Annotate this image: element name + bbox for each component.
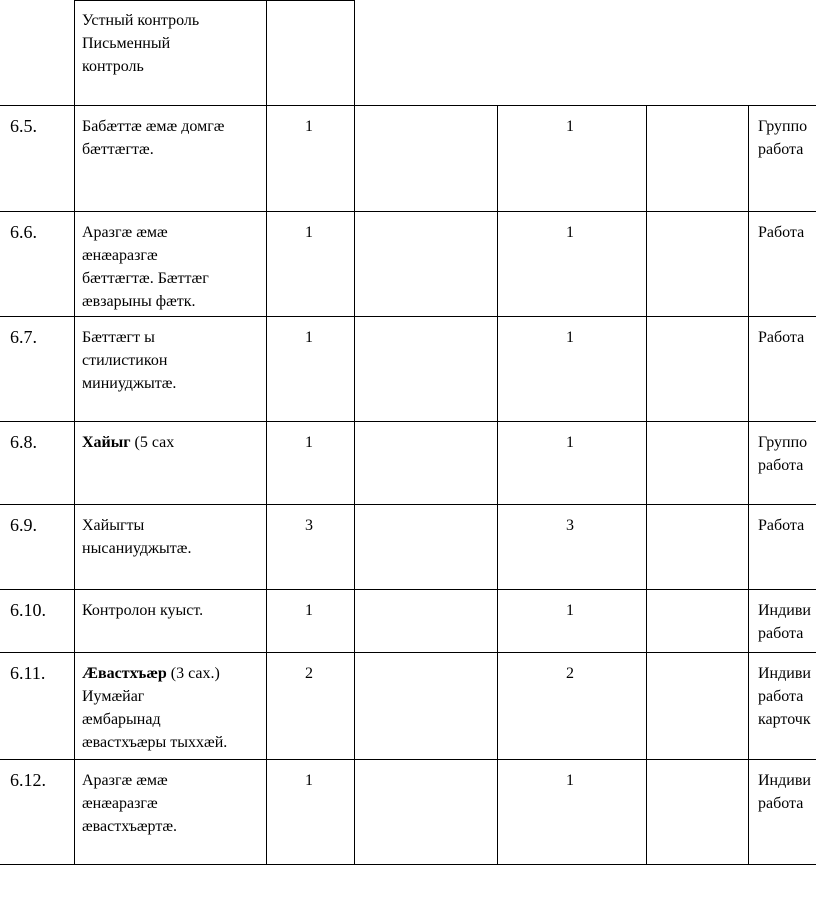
row-topic xyxy=(82,326,262,395)
hours-cell: 1 xyxy=(566,118,574,135)
row-number: 6.6. xyxy=(10,222,37,242)
form-line: Индиви xyxy=(758,665,811,682)
topic-line xyxy=(82,431,262,454)
form-line: Работа xyxy=(758,329,805,346)
topic-rest: (5 сах xyxy=(130,434,175,451)
form-line: работа xyxy=(758,141,804,158)
header-left-border xyxy=(74,0,75,106)
col-border xyxy=(354,105,355,865)
form-line: Работа xyxy=(758,517,805,534)
form-line: Группо xyxy=(758,434,808,451)
row-border xyxy=(0,421,816,422)
header-cell-control xyxy=(82,9,262,78)
row-topic xyxy=(82,431,262,454)
topic-line: бæттæгтæ. Бæттæг xyxy=(82,270,209,287)
topic-line: Аразгæ æмæ xyxy=(82,224,168,241)
header-mid-border xyxy=(266,0,267,106)
topic-rest: (3 сах.) xyxy=(166,665,220,682)
form-cell xyxy=(758,514,804,537)
form-cell xyxy=(758,662,811,731)
row-number: 6.5. xyxy=(10,116,37,136)
form-line: работа xyxy=(758,795,804,812)
hours-cell: 3 xyxy=(566,517,574,534)
form-cell xyxy=(758,769,811,815)
topic-line: миниуджытæ. xyxy=(82,375,177,392)
row-number: 6.10. xyxy=(10,600,46,620)
topic-line: Контролон куыст. xyxy=(82,602,204,619)
row-topic xyxy=(82,115,262,161)
form-cell xyxy=(758,326,804,349)
row-border xyxy=(0,759,816,760)
form-line: Индиви xyxy=(758,602,811,619)
hours-cell: 1 xyxy=(305,224,313,241)
row-number: 6.12. xyxy=(10,770,46,790)
row-topic xyxy=(82,514,262,560)
row-number: 6.9. xyxy=(10,515,37,535)
form-line: работа xyxy=(758,625,804,642)
topic-line xyxy=(82,662,262,685)
hours-cell: 1 xyxy=(305,434,313,451)
hours-cell: 2 xyxy=(566,665,574,682)
topic-line: æнæаразгæ xyxy=(82,795,158,812)
hours-cell: 1 xyxy=(305,329,313,346)
hours-cell: 1 xyxy=(566,224,574,241)
form-cell xyxy=(758,431,807,477)
header-top-border xyxy=(74,0,355,1)
form-line: работа xyxy=(758,457,804,474)
form-cell xyxy=(758,221,804,244)
hours-cell: 1 xyxy=(305,602,313,619)
topic-line: стилистикон xyxy=(82,352,168,369)
form-cell xyxy=(758,599,811,645)
form-line: работа xyxy=(758,688,804,705)
hours-cell: 3 xyxy=(305,517,313,534)
form-line: Индиви xyxy=(758,772,811,789)
topic-line: æнæаразгæ xyxy=(82,247,158,264)
row-number: 6.11. xyxy=(10,663,46,683)
row-number: 6.8. xyxy=(10,432,37,452)
topic-line: Бæттæгт ы xyxy=(82,329,155,346)
topic-line: æвастхъæртæ. xyxy=(82,818,177,835)
row-border xyxy=(0,864,816,865)
header-line: Письменный xyxy=(82,35,171,52)
topic-line: нысаниуджытæ. xyxy=(82,540,192,557)
col-border xyxy=(646,105,647,865)
topic-bold: Æвастхъæр xyxy=(82,665,167,682)
hours-cell: 1 xyxy=(566,329,574,346)
topic-line: Аразгæ æмæ xyxy=(82,772,168,789)
col-border xyxy=(266,105,267,865)
hours-cell: 1 xyxy=(305,772,313,789)
row-border xyxy=(0,504,816,505)
row-border xyxy=(0,105,816,106)
topic-bold: Хайыг xyxy=(82,434,131,451)
row-topic xyxy=(82,769,262,838)
hours-cell: 2 xyxy=(305,665,313,682)
topic-line: æмбарынад xyxy=(82,711,161,728)
form-line: Работа xyxy=(758,224,805,241)
col-border xyxy=(497,105,498,865)
header-line: Устный контроль xyxy=(82,12,200,29)
hours-cell: 1 xyxy=(566,772,574,789)
form-line: карточк xyxy=(758,711,811,728)
col-border xyxy=(74,105,75,865)
form-cell xyxy=(758,115,807,161)
hours-cell: 1 xyxy=(566,434,574,451)
row-topic xyxy=(82,221,262,313)
hours-cell: 1 xyxy=(566,602,574,619)
topic-line: Иумæйаг xyxy=(82,688,145,705)
topic-line: Хайыгты xyxy=(82,517,145,534)
row-number: 6.7. xyxy=(10,327,37,347)
row-topic xyxy=(82,662,262,754)
row-border xyxy=(0,589,816,590)
hours-cell: 1 xyxy=(305,118,313,135)
row-border xyxy=(0,316,816,317)
header-line: контроль xyxy=(82,58,144,75)
row-border xyxy=(0,211,816,212)
topic-line: бæттæгтæ. xyxy=(82,141,154,158)
row-border xyxy=(0,652,816,653)
col-border xyxy=(748,105,749,865)
row-topic xyxy=(82,599,262,622)
topic-line: Бабæттæ æмæ домгæ xyxy=(82,118,225,135)
topic-line: æвзарыны фæтк. xyxy=(82,293,196,310)
form-line: Группо xyxy=(758,118,808,135)
topic-line: æвастхъæры тыххæй. xyxy=(82,734,228,751)
header-right-border xyxy=(354,0,355,106)
